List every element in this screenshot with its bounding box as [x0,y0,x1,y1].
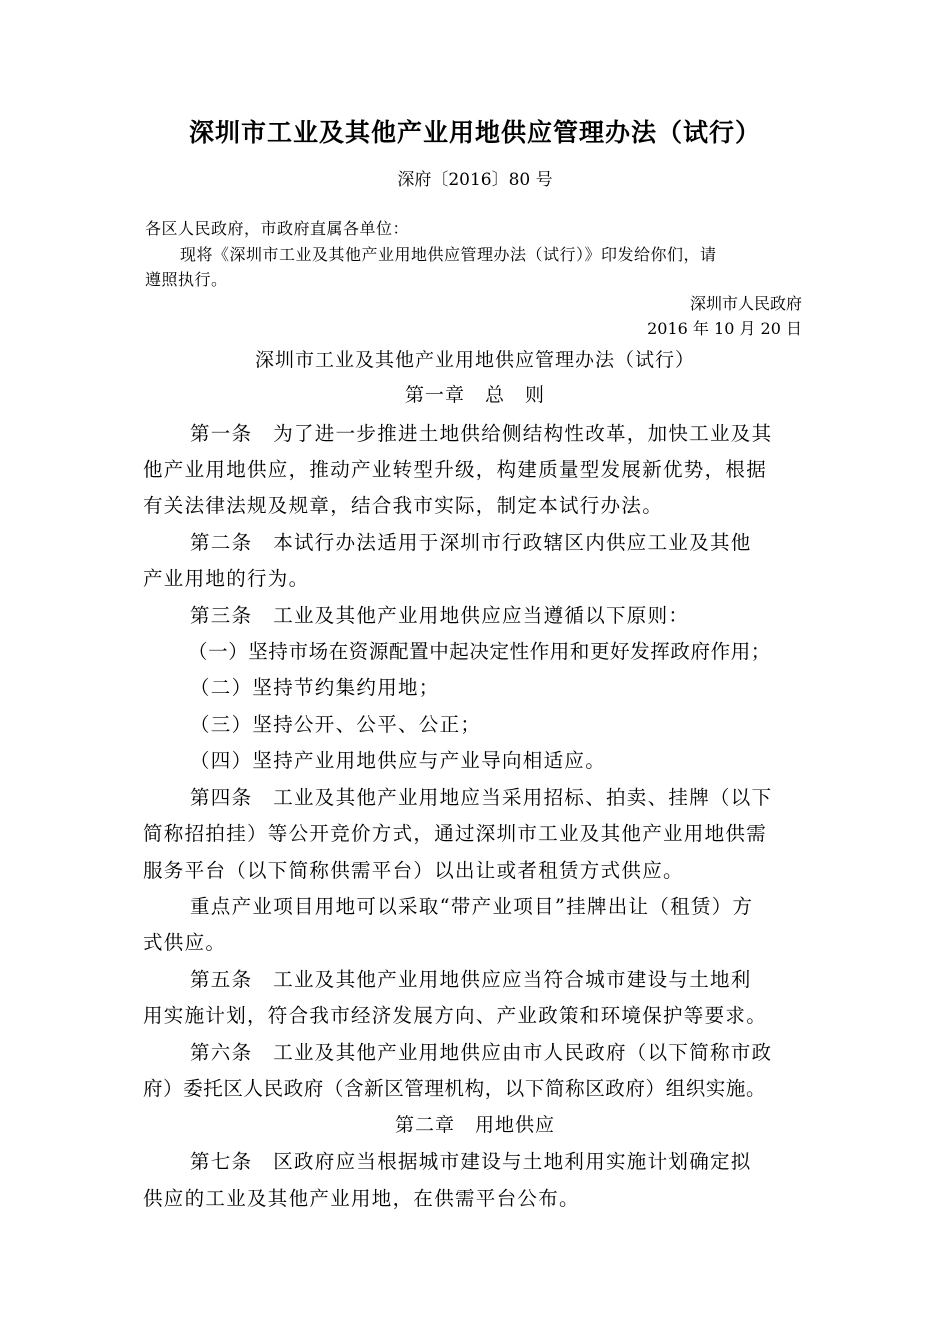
article-3-item-2: （二）坚持节约集约用地； [190,676,440,699]
document-number: 深府〔2016〕80 号 [397,170,553,190]
chapter-2-heading: 第二章 用地供应 [394,1114,555,1136]
article-4-line-2: 简称招拍挂）等公开竞价方式，通过深圳市工业及其他产业用地供需 [143,822,768,845]
article-2-line-1: 第二条 本试行办法适用于深圳市行政辖区内供应工业及其他 [190,531,752,554]
notice-issuer: 深圳市人民政府 [689,294,802,313]
article-7-line-2: 供应的工业及其他产业用地，在供需平台公布。 [143,1187,580,1210]
article-4-line-3: 服务平台（以下简称供需平台）以出让或者租赁方式供应。 [143,859,684,882]
notice-addressee: 各区人民政府，市政府直属各单位： [145,219,410,238]
chapter-1-heading: 第一章 总 则 [404,384,545,406]
article-3-item-1: （一）坚持市场在资源配置中起决定性作用和更好发挥政府作用； [188,640,771,663]
article-4-line-1: 第四条 工业及其他产业用地应当采用招标、拍卖、挂牌（以下 [190,786,773,809]
article-3-item-4: （四）坚持产业用地供应与产业导向相适应。 [190,749,607,772]
notice-text-line-2: 遵照执行。 [145,270,228,289]
article-5-line-2: 用实施计划，符合我市经济发展方向、产业政策和环境保护等要求。 [143,1004,768,1027]
article-3-item-3: （三）坚持公开、公平、公正； [190,713,482,736]
notice-text-line-1: 现将《深圳市工业及其他产业用地供应管理办法（试行）》印发给你们，请 [180,245,717,264]
article-6-line-2: 府）委托区人民政府（含新区管理机构，以下简称区政府）组织实施。 [143,1077,767,1100]
article-4-paragraph-2-line-2: 式供应。 [143,931,227,954]
notice-date: 2016 年 10 月 20 日 [647,319,802,338]
document-title: 深圳市工业及其他产业用地供应管理办法（试行） [188,118,761,147]
article-1-line-2: 他产业用地供应，推动产业转型升级，构建质量型发展新优势，根据 [143,458,768,481]
article-4-paragraph-2-line-1: 重点产业项目用地可以采取“带产业项目”挂牌出让（租赁）方 [190,895,754,918]
article-1-line-3: 有关法律法规及规章，结合我市实际，制定本试行办法。 [143,494,664,517]
measures-title: 深圳市工业及其他产业用地供应管理办法（试行） [254,349,695,371]
article-7-line-1: 第七条 区政府应当根据城市建设与土地利用实施计划确定拟 [190,1150,752,1173]
article-1-line-1: 第一条 为了进一步推进土地供给侧结构性改革，加快工业及其 [190,422,773,445]
article-2-line-2: 产业用地的行为。 [143,567,310,590]
article-5-line-1: 第五条 工业及其他产业用地供应应当符合城市建设与土地利 [190,968,752,991]
article-3-line-1: 第三条 工业及其他产业用地供应应当遵循以下原则： [190,604,690,627]
article-6-line-1: 第六条 工业及其他产业用地供应由市人民政府（以下简称市政 [190,1041,773,1064]
